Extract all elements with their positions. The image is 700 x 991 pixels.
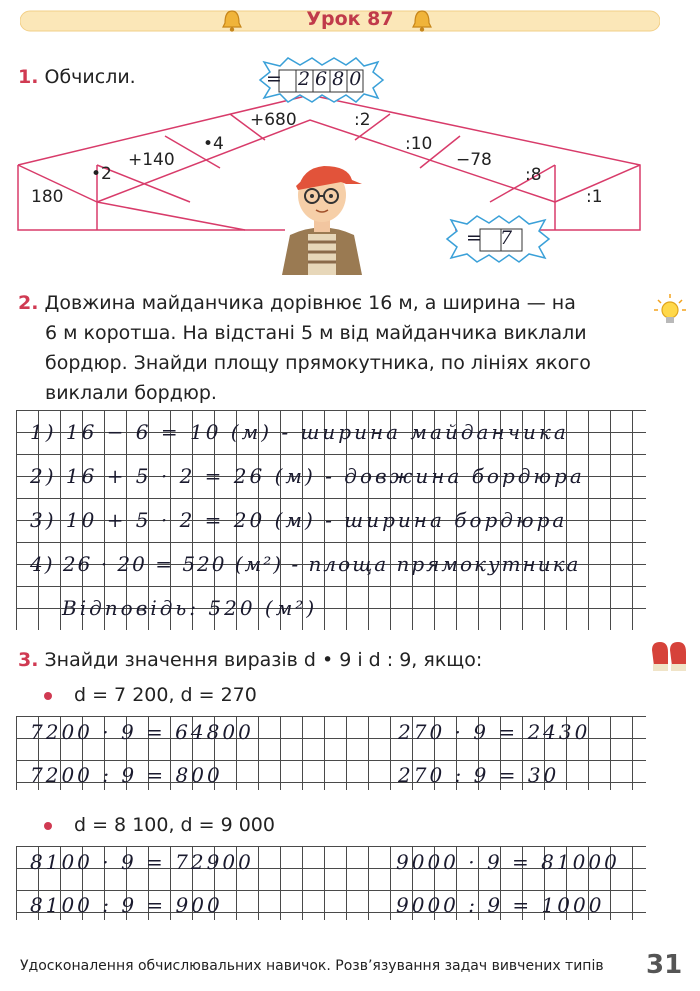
op-minus-78: −78 — [456, 150, 492, 170]
op-multiply-4: •4 — [203, 134, 224, 154]
task1-text: Обчисли. — [44, 66, 136, 88]
task2-text — [18, 288, 658, 408]
footer-text: Удосконалення обчислювальних навичок. Розв’язування задач вивчених типів — [20, 958, 604, 974]
solution-line-3: 3) 10 + 5 · 2 = 20 (м) - ширина бордюра — [30, 508, 568, 532]
case1-label: d = 7 200, d = 270 — [74, 684, 257, 706]
solution-line-4: 4) 26 · 20 = 520 (м²) - площа прямокутника — [30, 552, 581, 576]
case2-left-1: 8100 · 9 = 72900 — [30, 850, 254, 874]
case1-right-2: 270 : 9 = 30 — [398, 763, 560, 787]
task1-number: 1. — [18, 66, 39, 88]
lightbulb-icon — [652, 292, 688, 333]
task2-line-4: виклали бордюр. — [45, 382, 217, 404]
op-plus-680: +680 — [250, 110, 297, 130]
op-plus-140: +140 — [128, 150, 175, 170]
task2-line-2: 6 м коротша. На відстані 5 м від майданчика виклали — [45, 322, 587, 344]
start-value: 180 — [31, 187, 64, 207]
op-multiply-2: •2 — [91, 164, 112, 184]
op-divide-10: :10 — [405, 134, 433, 154]
op-divide-8: :8 — [525, 165, 542, 185]
case2-left-2: 8100 : 9 = 900 — [30, 893, 223, 917]
case2-right-1: 9000 · 9 = 81000 — [396, 850, 620, 874]
mittens-icon — [648, 640, 690, 679]
case2-right-2: 9000 : 9 = 1000 — [396, 893, 605, 917]
bottom-result: = 7 — [466, 227, 519, 249]
case1-right-1: 270 · 9 = 2430 — [398, 720, 591, 744]
case1-left-1: 7200 · 9 = 64800 — [30, 720, 254, 744]
task3-heading — [18, 645, 482, 675]
lesson-title: Урок 87 — [306, 8, 394, 30]
op-divide-1: :1 — [586, 187, 603, 207]
top-result: = 2680 — [266, 68, 367, 90]
answer-line: Відповідь: 520 (м²) — [62, 596, 318, 620]
case2-label: d = 8 100, d = 9 000 — [74, 814, 275, 836]
task2-number: 2. — [18, 292, 39, 314]
task2-line-1 — [18, 288, 658, 318]
page-number: 31 — [646, 950, 683, 980]
boy-illustration — [272, 150, 372, 275]
task3-text: Знайди значення виразів d • 9 і d : 9, якщо: — [44, 649, 483, 671]
task3-number: 3. — [18, 649, 39, 671]
bullet-1 — [44, 692, 52, 700]
op-divide-2: :2 — [354, 110, 371, 130]
solution-line-1: 1) 16 − 6 = 10 (м) - ширина майданчика — [30, 420, 569, 444]
bullet-2 — [44, 822, 52, 830]
task2-line-3: бордюр. Знайди площу прямокутника, по лініях якого — [45, 352, 591, 374]
case1-left-2: 7200 : 9 = 800 — [30, 763, 223, 787]
solution-line-2: 2) 16 + 5 · 2 = 26 (м) - довжина бордюра — [30, 464, 585, 488]
task2-line-1-text: Довжина майданчика дорівнює 16 м, а ширина — на — [44, 292, 576, 314]
